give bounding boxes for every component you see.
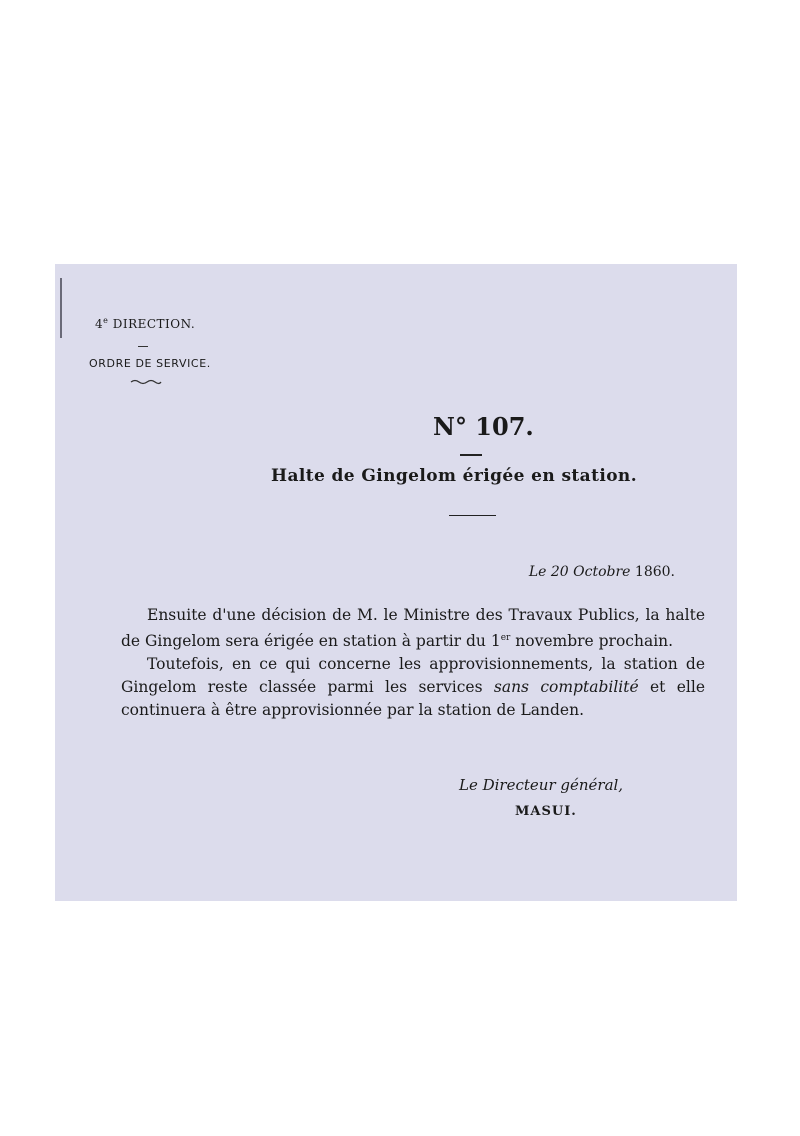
document-title: Halte de Gingelom érigée en station. — [271, 466, 638, 486]
ornament-squiggle — [130, 378, 162, 386]
paragraph-2 — [121, 653, 705, 722]
document-date — [529, 564, 675, 580]
direction-heading — [95, 316, 195, 331]
date-prefix: Le 20 — [528, 564, 574, 580]
document-page — [55, 264, 737, 901]
ordinal-superscript: er — [500, 633, 511, 643]
paragraph-1-end: novembre prochain. — [510, 632, 674, 651]
paragraph-2-emphasis: sans comptabilité — [493, 678, 639, 697]
direction-label: DIRECTION. — [112, 317, 196, 331]
divider-title — [449, 515, 496, 516]
paragraph-1 — [121, 604, 705, 653]
direction-suffix: e — [103, 316, 109, 325]
order-number: N° 107. — [433, 412, 534, 441]
order-heading: ORDRE DE SERVICE. — [89, 357, 211, 370]
direction-number: 4 — [95, 317, 104, 331]
signature-title: Le Directeur général, — [459, 776, 624, 794]
divider-number — [460, 454, 482, 456]
paragraph-2-text: Toutefois, en ce qui concerne les approvisionnements, la station de Gingelom reste classée parmi les services — [121, 655, 705, 697]
date-month: Octobre — [573, 564, 631, 580]
paragraph-1-text: Ensuite d'une décision de M. le Ministre des Travaux Publics, la halte de Gingelom sera érigée en station à partir du 1 — [121, 606, 705, 651]
binding-edge — [60, 278, 62, 338]
paragraph-2-end: et elle continuera à être approvisionnée par la station de Landen. — [121, 678, 705, 720]
document-body — [121, 604, 705, 722]
date-day-month — [573, 564, 630, 580]
divider-short — [138, 346, 148, 347]
signature-name: MASUI. — [515, 804, 577, 819]
date-year: 1860. — [630, 564, 675, 580]
